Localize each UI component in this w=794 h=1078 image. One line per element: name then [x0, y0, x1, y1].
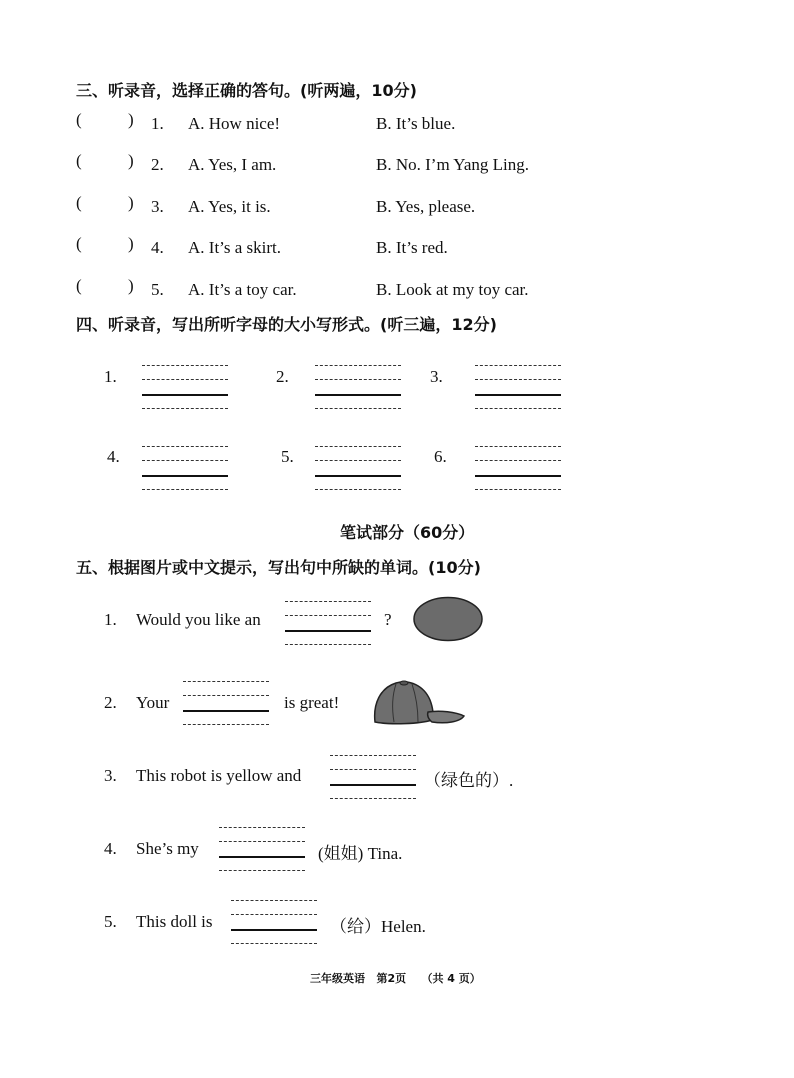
sentence-start: This robot is yellow and: [136, 766, 302, 785]
answer-writing-lines[interactable]: [285, 601, 371, 645]
answer-writing-lines[interactable]: [183, 681, 269, 725]
option-a: A. Yes, I am.: [188, 155, 277, 174]
letter-writing-lines[interactable]: [475, 446, 561, 490]
sentence-end: is great!: [284, 693, 340, 712]
letter-item-number: 5.: [281, 447, 294, 466]
option-b: B. It’s red.: [376, 238, 448, 257]
question-number: 1.: [151, 114, 164, 133]
section-3-heading: 三、听录音，选择正确的答句。(听两遍，10分): [76, 81, 417, 100]
answer-close-paren: ): [128, 151, 134, 170]
section-5-heading: 五、根据图片或中文提示，写出句中所缺的单词。(10分): [76, 558, 481, 577]
sentence-start: She’s my: [136, 839, 199, 858]
page-footer: 三年级英语 第2页 （共 4 页）: [310, 972, 481, 985]
answer-writing-lines[interactable]: [330, 755, 416, 799]
question-number: 3.: [104, 766, 117, 785]
sentence-end: ?: [384, 610, 392, 629]
letter-writing-lines[interactable]: [475, 365, 561, 409]
question-number: 5.: [151, 280, 164, 299]
question-number: 4.: [151, 238, 164, 257]
option-a: A. Yes, it is.: [188, 197, 271, 216]
answer-writing-lines[interactable]: [219, 827, 305, 871]
answer-writing-lines[interactable]: [231, 900, 317, 944]
answer-open-paren: (: [76, 276, 82, 295]
sentence-end: (姐姐) Tina.: [318, 844, 403, 863]
option-b: B. No. I’m Yang Ling.: [376, 155, 530, 174]
letter-writing-lines[interactable]: [315, 446, 401, 490]
letter-item-number: 1.: [104, 367, 117, 386]
sentence-start: Would you like an: [136, 610, 261, 629]
sentence-start: This doll is: [136, 912, 213, 931]
answer-close-paren: ): [128, 193, 134, 212]
question-number: 2.: [104, 693, 117, 712]
answer-close-paren: ): [128, 234, 134, 253]
egg-picture: [412, 596, 484, 642]
letter-writing-lines[interactable]: [142, 365, 228, 409]
question-number: 1.: [104, 610, 117, 629]
question-number: 2.: [151, 155, 164, 174]
option-b: B. Look at my toy car.: [376, 280, 529, 299]
letter-item-number: 3.: [430, 367, 443, 386]
cap-picture: [370, 678, 466, 726]
answer-open-paren: (: [76, 151, 82, 170]
answer-open-paren: (: [76, 193, 82, 212]
letter-item-number: 6.: [434, 447, 447, 466]
option-b: B. Yes, please.: [376, 197, 476, 216]
option-a: A. It’s a toy car.: [188, 280, 297, 299]
letter-writing-lines[interactable]: [315, 365, 401, 409]
section-4-heading: 四、听录音，写出所听字母的大小写形式。(听三遍，12分): [76, 315, 497, 334]
letter-writing-lines[interactable]: [142, 446, 228, 490]
option-a: A. It’s a skirt.: [188, 238, 282, 257]
answer-open-paren: (: [76, 110, 82, 129]
answer-open-paren: (: [76, 234, 82, 253]
sentence-end: （绿色的）.: [424, 771, 514, 790]
option-a: A. How nice!: [188, 114, 281, 133]
letter-item-number: 2.: [276, 367, 289, 386]
letter-item-number: 4.: [107, 447, 120, 466]
written-part-title: 笔试部分（60分）: [340, 523, 475, 542]
sentence-end: （给）Helen.: [330, 917, 426, 936]
answer-close-paren: ): [128, 110, 134, 129]
question-number: 5.: [104, 912, 117, 931]
answer-close-paren: ): [128, 276, 134, 295]
sentence-start: Your: [136, 693, 170, 712]
option-b: B. It’s blue.: [376, 114, 456, 133]
question-number: 4.: [104, 839, 117, 858]
question-number: 3.: [151, 197, 164, 216]
